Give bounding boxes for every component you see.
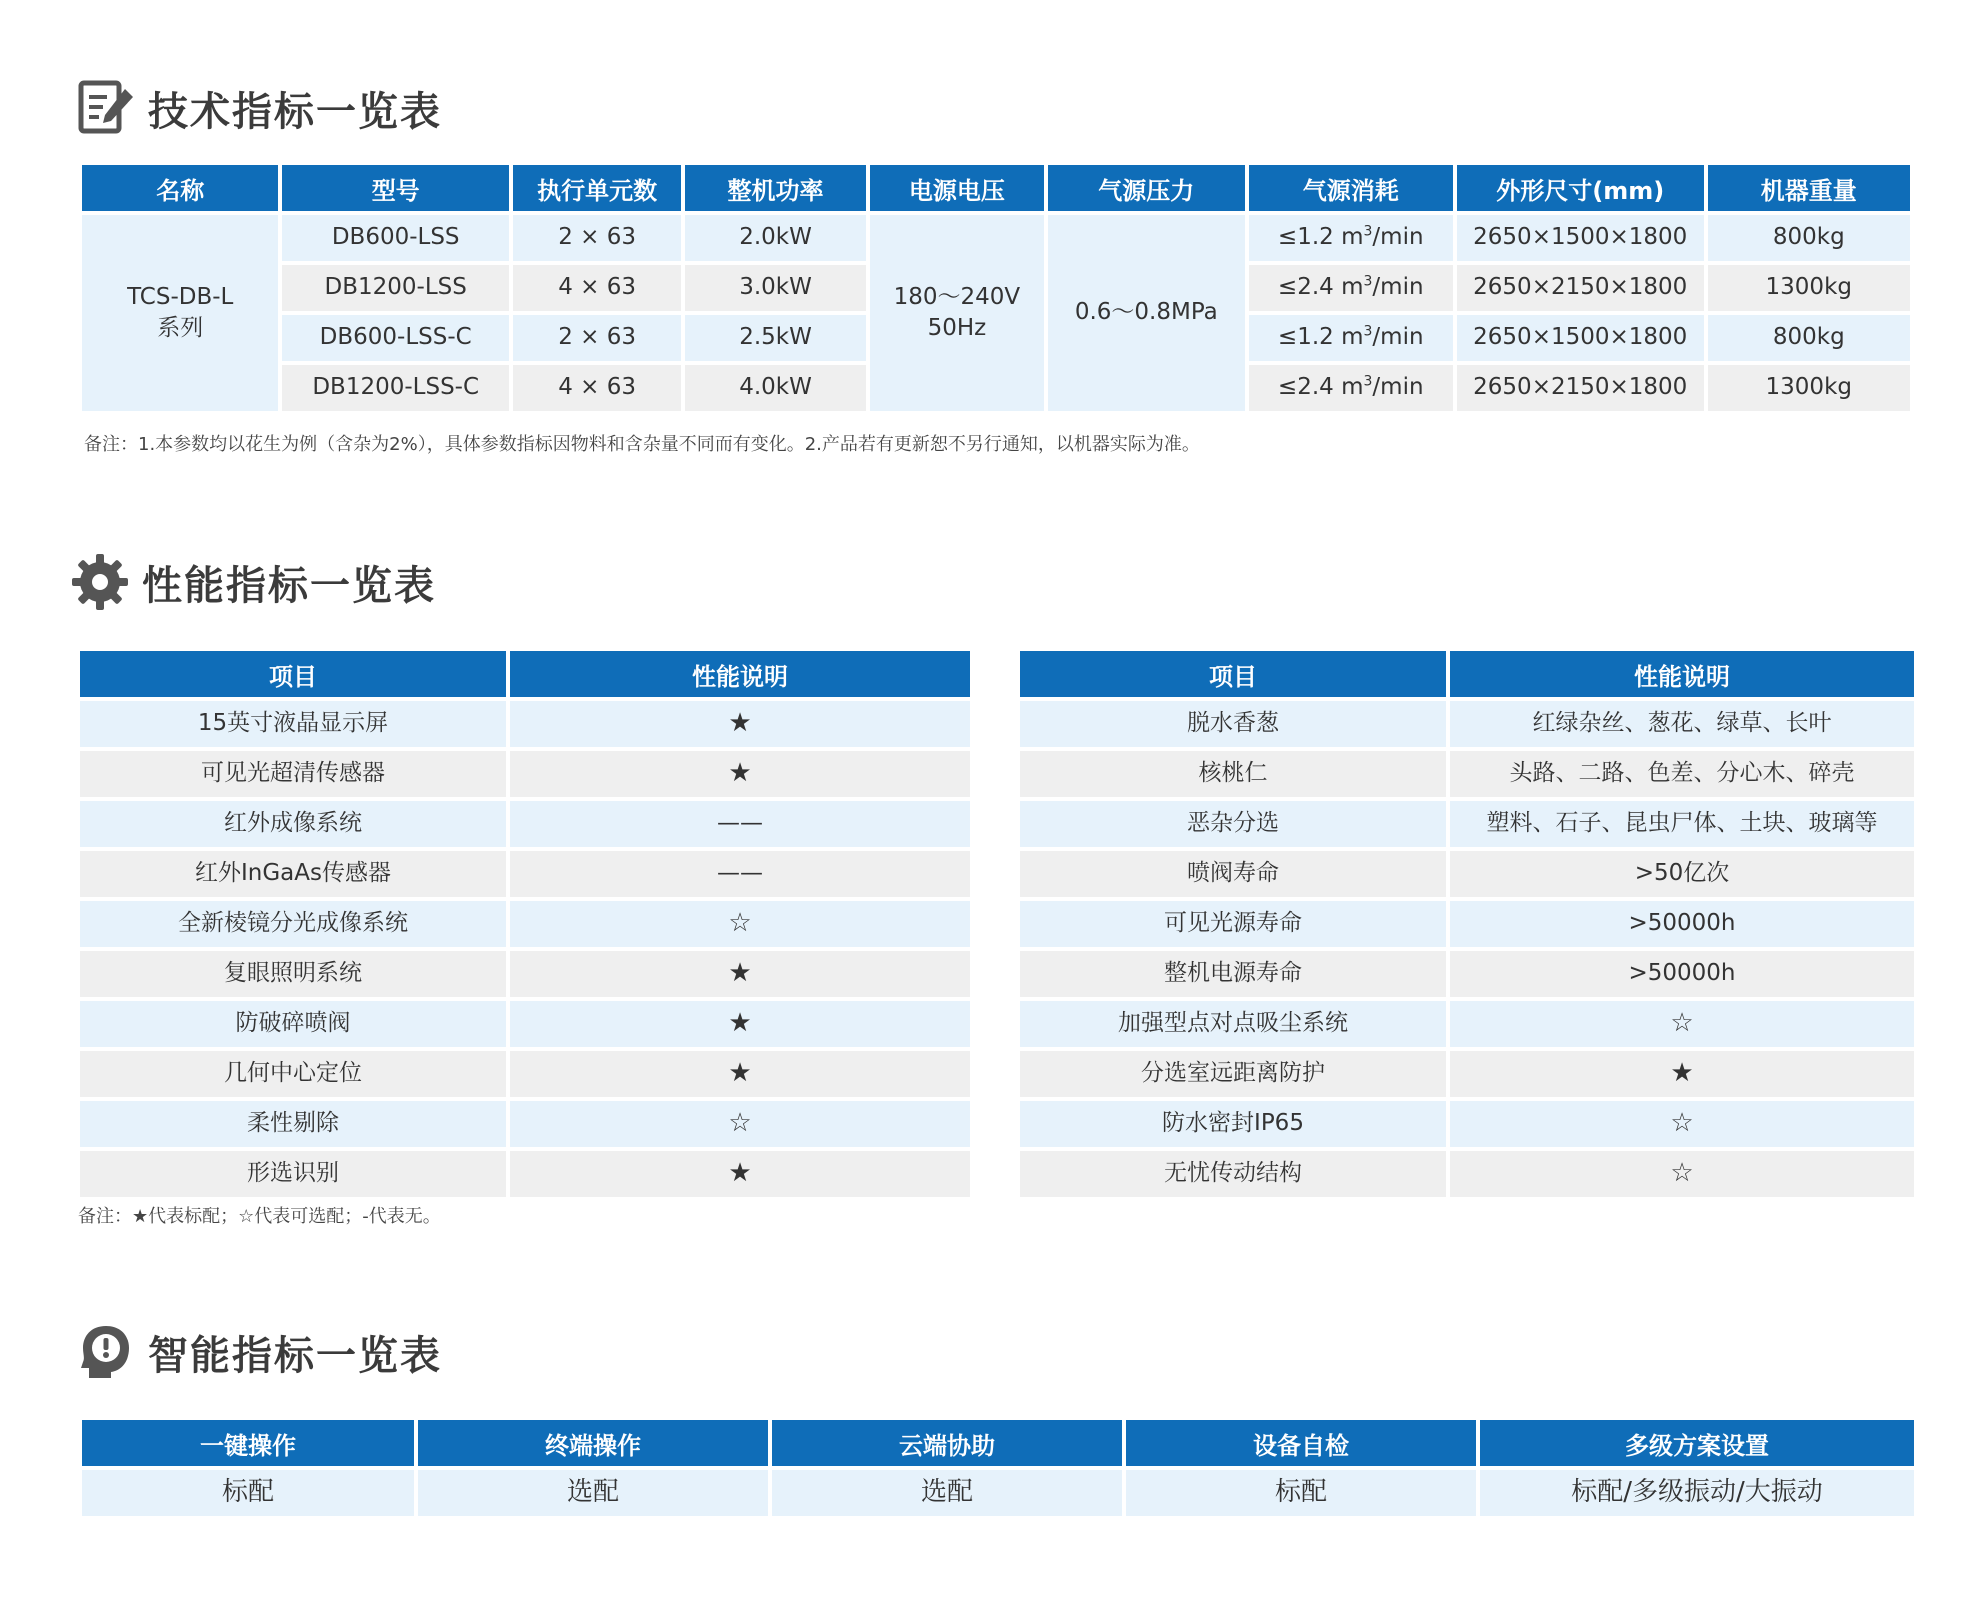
- table-row: [1020, 1151, 1914, 1197]
- document-edit-icon: [76, 78, 136, 138]
- weight-cell: 1300kg: [1708, 365, 1910, 411]
- header-voltage: 电源电压: [870, 165, 1044, 211]
- value-cell: ★: [510, 701, 970, 747]
- value-cell: ★: [1450, 1051, 1914, 1097]
- consumption-unit: /min: [1372, 224, 1424, 251]
- table-row: [80, 751, 970, 797]
- consumption-cell: [1249, 315, 1453, 361]
- table-row: [1020, 801, 1914, 847]
- header-units: 执行单元数: [513, 165, 681, 211]
- table-row: [1020, 751, 1914, 797]
- item-cell: 恶杂分选: [1020, 801, 1446, 847]
- consumption-cell: [1249, 215, 1453, 261]
- value-cell: ★: [510, 1151, 970, 1197]
- power-cell: 2.5kW: [685, 315, 865, 361]
- item-cell: 红外成像系统: [80, 801, 506, 847]
- value-cell: ★: [510, 1051, 970, 1097]
- value-cell: ☆: [1450, 1001, 1914, 1047]
- item-cell: 整机电源寿命: [1020, 951, 1446, 997]
- header-power: 整机功率: [685, 165, 865, 211]
- consumption-cell: [1249, 365, 1453, 411]
- item-cell: 脱水香葱: [1020, 701, 1446, 747]
- table-row: [1020, 901, 1914, 947]
- performance-table-left: [76, 647, 974, 1201]
- page-title-technical: 技术指标一览表: [148, 88, 442, 135]
- section-performance-title: [70, 552, 436, 612]
- technical-spec-table: [78, 161, 1914, 415]
- item-cell: 喷阀寿命: [1020, 851, 1446, 897]
- value-cell: >50000h: [1450, 951, 1914, 997]
- value-cell: ★: [510, 1001, 970, 1047]
- model-cell: DB1200-LSS-C: [282, 365, 509, 411]
- table-row: [80, 1151, 970, 1197]
- units-cell: 2 × 63: [513, 215, 681, 261]
- consumption-value: ≤1.2 m: [1277, 324, 1364, 351]
- header-terminal: 终端操作: [418, 1420, 768, 1466]
- header-item: 项目: [1020, 651, 1446, 697]
- item-cell: 复眼照明系统: [80, 951, 506, 997]
- table-row: [1020, 951, 1914, 997]
- power-cell: 3.0kW: [685, 265, 865, 311]
- power-cell: 4.0kW: [685, 365, 865, 411]
- header-weight: 机器重量: [1708, 165, 1910, 211]
- value-cell: ——: [510, 801, 970, 847]
- technical-note: 备注：1.本参数均以花生为例（含杂为2%），具体参数指标因物料和含杂量不同而有变化。2.产品若有更新恕不另行通知，以机器实际为准。: [84, 434, 1200, 455]
- gear-icon: [70, 552, 130, 612]
- header-consumption: 气源消耗: [1249, 165, 1453, 211]
- table-row: [80, 1051, 970, 1097]
- series-name-cell: [82, 215, 278, 411]
- size-cell: 2650×2150×1800: [1457, 265, 1704, 311]
- header-size: 外形尺寸(mm): [1457, 165, 1704, 211]
- header-item: 项目: [80, 651, 506, 697]
- table-header-row: [80, 651, 970, 697]
- consumption-value: ≤1.2 m: [1277, 224, 1364, 251]
- table-row: [1020, 701, 1914, 747]
- item-cell: 加强型点对点吸尘系统: [1020, 1001, 1446, 1047]
- model-cell: DB600-LSS: [282, 215, 509, 261]
- value-cell: 选配: [772, 1470, 1122, 1516]
- model-cell: DB1200-LSS: [282, 265, 509, 311]
- header-one-key: 一键操作: [82, 1420, 414, 1466]
- table-row: [80, 1001, 970, 1047]
- table-row: [1020, 851, 1914, 897]
- table-row: [80, 801, 970, 847]
- table-row: [82, 1470, 1914, 1516]
- consumption-cell: [1249, 265, 1453, 311]
- consumption-unit: /min: [1372, 324, 1424, 351]
- value-cell: ★: [510, 751, 970, 797]
- consumption-unit: /min: [1372, 374, 1424, 401]
- header-self-check: 设备自检: [1126, 1420, 1476, 1466]
- value-cell: 红绿杂丝、葱花、绿草、长叶: [1450, 701, 1914, 747]
- table-row: [1020, 1051, 1914, 1097]
- table-header-row: [82, 1420, 1914, 1466]
- item-cell: 柔性剔除: [80, 1101, 506, 1147]
- units-cell: 2 × 63: [513, 315, 681, 361]
- item-cell: 分选室远距离防护: [1020, 1051, 1446, 1097]
- item-cell: 全新棱镜分光成像系统: [80, 901, 506, 947]
- table-row: [80, 851, 970, 897]
- value-cell: 标配: [1126, 1470, 1476, 1516]
- size-cell: 2650×2150×1800: [1457, 365, 1704, 411]
- value-cell: >50亿次: [1450, 851, 1914, 897]
- value-cell: ——: [510, 851, 970, 897]
- header-description: 性能说明: [510, 651, 970, 697]
- value-cell: 塑料、石子、昆虫尸体、土块、玻璃等: [1450, 801, 1914, 847]
- item-cell: 几何中心定位: [80, 1051, 506, 1097]
- item-cell: 防水密封IP65: [1020, 1101, 1446, 1147]
- consumption-value: ≤2.4 m: [1277, 274, 1364, 301]
- power-cell: 2.0kW: [685, 215, 865, 261]
- table-row: [1020, 1001, 1914, 1047]
- series-name-line2: 系列: [157, 315, 204, 341]
- table-row: [80, 951, 970, 997]
- item-cell: 防破碎喷阀: [80, 1001, 506, 1047]
- series-name-line1: TCS-DB-L: [127, 283, 234, 310]
- consumption-value: ≤2.4 m: [1277, 374, 1364, 401]
- table-header-row: [82, 165, 1910, 211]
- pressure-cell: 0.6～0.8MPa: [1048, 215, 1244, 411]
- units-cell: 4 × 63: [513, 365, 681, 411]
- consumption-unit-exponent: 3: [1363, 323, 1373, 340]
- value-cell: ☆: [510, 1101, 970, 1147]
- table-row: [80, 701, 970, 747]
- page-title-smart: 智能指标一览表: [148, 1332, 442, 1379]
- weight-cell: 800kg: [1708, 315, 1910, 361]
- header-cloud: 云端协助: [772, 1420, 1122, 1466]
- header-multi-level: 多级方案设置: [1480, 1420, 1914, 1466]
- table-row: [80, 901, 970, 947]
- value-cell: ☆: [1450, 1151, 1914, 1197]
- model-cell: DB600-LSS-C: [282, 315, 509, 361]
- item-cell: 可见光超清传感器: [80, 751, 506, 797]
- header-pressure: 气源压力: [1048, 165, 1244, 211]
- voltage-cell: [870, 215, 1044, 411]
- consumption-unit-exponent: 3: [1363, 273, 1373, 290]
- performance-table-right: [1016, 647, 1918, 1201]
- value-cell: 标配/多级振动/大振动: [1480, 1470, 1914, 1516]
- weight-cell: 800kg: [1708, 215, 1910, 261]
- consumption-unit-exponent: 3: [1363, 373, 1373, 390]
- value-cell: ☆: [510, 901, 970, 947]
- smart-spec-table: [78, 1416, 1918, 1520]
- item-cell: 15英寸液晶显示屏: [80, 701, 506, 747]
- value-cell: 选配: [418, 1470, 768, 1516]
- table-row: [82, 215, 1910, 261]
- weight-cell: 1300kg: [1708, 265, 1910, 311]
- value-cell: ☆: [1450, 1101, 1914, 1147]
- header-model: 型号: [282, 165, 509, 211]
- page-title-performance: 性能指标一览表: [142, 562, 436, 609]
- section-technical-title: [76, 78, 442, 138]
- value-cell: 标配: [82, 1470, 414, 1516]
- size-cell: 2650×1500×1800: [1457, 215, 1704, 261]
- value-cell: 头路、二路、色差、分心木、碎壳: [1450, 751, 1914, 797]
- section-smart-title: [76, 1322, 442, 1382]
- item-cell: 红外InGaAs传感器: [80, 851, 506, 897]
- table-header-row: [1020, 651, 1914, 697]
- item-cell: 核桃仁: [1020, 751, 1446, 797]
- units-cell: 4 × 63: [513, 265, 681, 311]
- table-row: [80, 1101, 970, 1147]
- consumption-unit-exponent: 3: [1363, 223, 1373, 240]
- performance-note: 备注：★代表标配；☆代表可选配；-代表无。: [78, 1206, 441, 1227]
- voltage-line1: 180～240V: [893, 283, 1021, 310]
- table-row: [1020, 1101, 1914, 1147]
- item-cell: 可见光源寿命: [1020, 901, 1446, 947]
- item-cell: 形选识别: [80, 1151, 506, 1197]
- header-name: 名称: [82, 165, 278, 211]
- size-cell: 2650×1500×1800: [1457, 315, 1704, 361]
- voltage-line2: 50Hz: [927, 315, 987, 341]
- value-cell: >50000h: [1450, 901, 1914, 947]
- value-cell: ★: [510, 951, 970, 997]
- consumption-unit: /min: [1372, 274, 1424, 301]
- item-cell: 无忧传动结构: [1020, 1151, 1446, 1197]
- head-exclamation-icon: [76, 1322, 136, 1382]
- header-description: 性能说明: [1450, 651, 1914, 697]
